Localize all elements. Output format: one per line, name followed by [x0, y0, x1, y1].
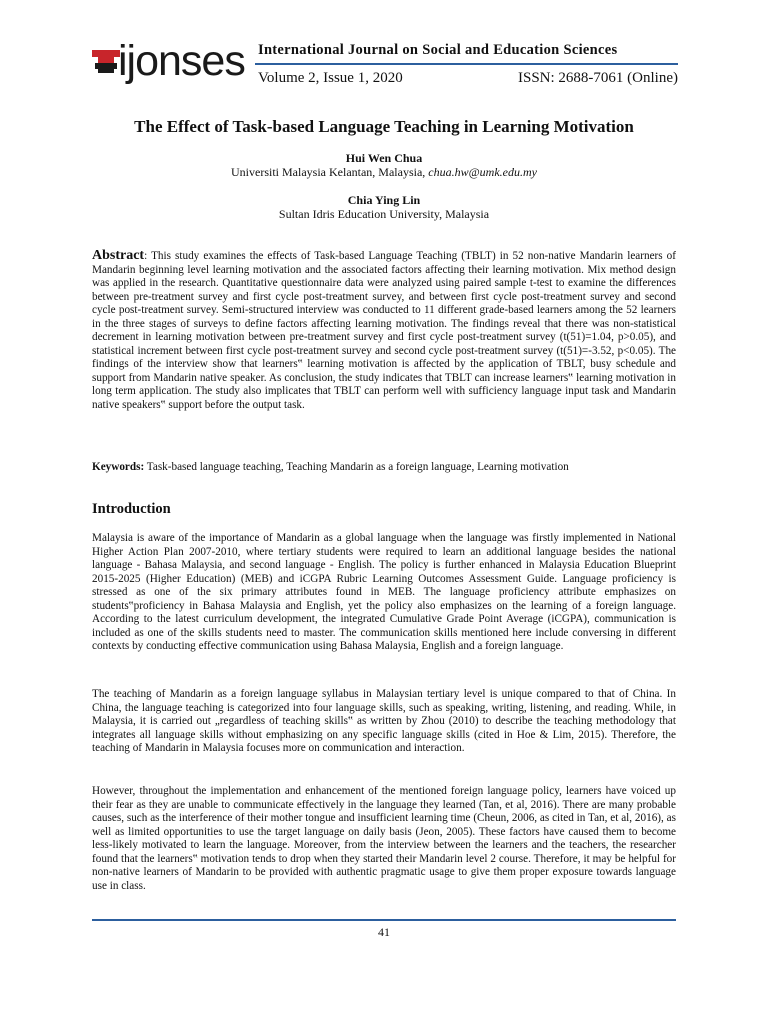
logo-text: ijonses [118, 37, 245, 85]
page-number: 41 [378, 925, 390, 939]
issn: ISSN: 2688-7061 (Online) [518, 70, 678, 86]
paragraph: However, throughout the implementation and enhancement of the mentioned foreign language policy, learners have voiced up their fear as they are unable to communicate effectively in the language they learned (Tan, et al, 2016). There are many probable causes, such as the interference of their mother tongue and insufficient learning time (Cheun, 2006, as cited in Tan, et al, 2016), as well as limited opportunities to use the target language on daily basis (Jeon, 2005). These factors have caused them to become less-likely motivated to learn the language. Moreover, from the interview between the learners and the teachers, the researcher found that the learners‟ motivation tends to drop when they started their Mandarin level 2 course. Therefore, it may be helpful for non-native learners of Mandarin to be provided with authentic pragmatic usage to give them proper exposure towards language use in class. [92, 785, 676, 892]
author-affiliation [92, 165, 676, 180]
keywords [92, 461, 676, 475]
abstract-label: Abstract [92, 248, 145, 263]
abstract [92, 249, 676, 412]
abstract-text: : This study examines the effects of Task-based Language Teaching (TBLT) in 52 non-native Mandarin learners of Mandarin beginning level learning motivation and the associated factors affecting their learning motivation. Mix method design was applied in the research. Quantitative questionnaire data were analyzed using paired sample t-test to examine the differences between pre-treatment survey and first cycle post-treatment survey, and between first cycle post-treatment survey and second cycle post-treatment survey. Semi-structured interview was conducted to 11 different grade-based learners among the 52 learners in the three stages of surveys to define factors affecting learning motivation. The findings reveal that there was non-statistical decrement in learning motivation between pre-treatment survey and first cycle post-treatment survey (t(51)=1.04, p>0.05), and statistical increment between first cycle post-treatment survey and second cycle post-treatment survey (t(51)=-3.52, p<0.05). The findings of the interview show that learners‟ learning motivation is affected by the application of TBLT, busy schedule and support from Mandarin native speaker. As conclusion, the study indicates that TBLT can increase learners‟ learning motivation in long term application. The study also implicates that TBLT can perform well with sufficiency language input task and Mandarin native speakers‟ support before the output task. [92, 250, 676, 411]
author-name: Hui Wen Chua [345, 151, 423, 165]
footer-divider [92, 919, 676, 921]
keywords-text: Task-based language teaching, Teaching Mandarin as a foreign language, Learning motivation [144, 461, 569, 473]
author-email: chua.hw@umk.edu.my [428, 165, 537, 179]
section-heading: Introduction [92, 501, 171, 517]
author-affiliation: Sultan Idris Education University, Malaysia [278, 207, 490, 221]
header-divider [255, 63, 678, 65]
paper-title: The Effect of Task-based Language Teaching in Learning Motivation [134, 117, 634, 136]
paragraph: The teaching of Mandarin as a foreign language syllabus in Malaysian tertiary level is unique compared to that of China. In China, the language teaching is categorized into four language skills, such as speaking, writing, listening, and reading. While, in Malaysia, it is carried out „regardless of teaching skills‟ as written by Zhou (2010) to describe the teaching methodology that integrates all language skills without emphasizing on any specific language skills (cited in Hoe & Lim, 2015). Therefore, the teaching of Mandarin in Malaysia focuses more on communication and interaction. [92, 688, 676, 754]
journal-name: International Journal on Social and Education Sciences [258, 42, 618, 58]
volume-issue: Volume 2, Issue 1, 2020 [258, 70, 403, 86]
keywords-label: Keywords: [92, 461, 145, 473]
affiliation-text: Universiti Malaysia Kelantan, Malaysia, [231, 165, 429, 179]
journal-logo [92, 37, 255, 88]
author-name: Chia Ying Lin [347, 193, 421, 207]
paragraph: Malaysia is aware of the importance of Mandarin as a global language when the language was firstly implemented in National Higher Action Plan 2007-2010, where tertiary students were required to learn an additional language besides the national language - Bahasa Malaysia, and second language - English. The policy is further enhanced in Malaysia Education Blueprint 2015-2025 (Higher Education) (MEB) and iCGPA Rubric Learning Outcomes Assessment Guide. Language proficiency is stressed as one of the six primary attributes found in MEB. The language proficiency attribute emphasizes on students‟proficiency in Bahasa Malaysia and English, yet the policy also emphasizes on the learning of a foreign language. According to the latest curriculum development, the integrated Cumulative Grade Point Average (iCGPA), communication is included as one of the skills students need to master. The communication skills mentioned here include conversing in different contexts by conducting effective communication using Bahasa Malaysia, English and a foreign language. [92, 532, 676, 652]
